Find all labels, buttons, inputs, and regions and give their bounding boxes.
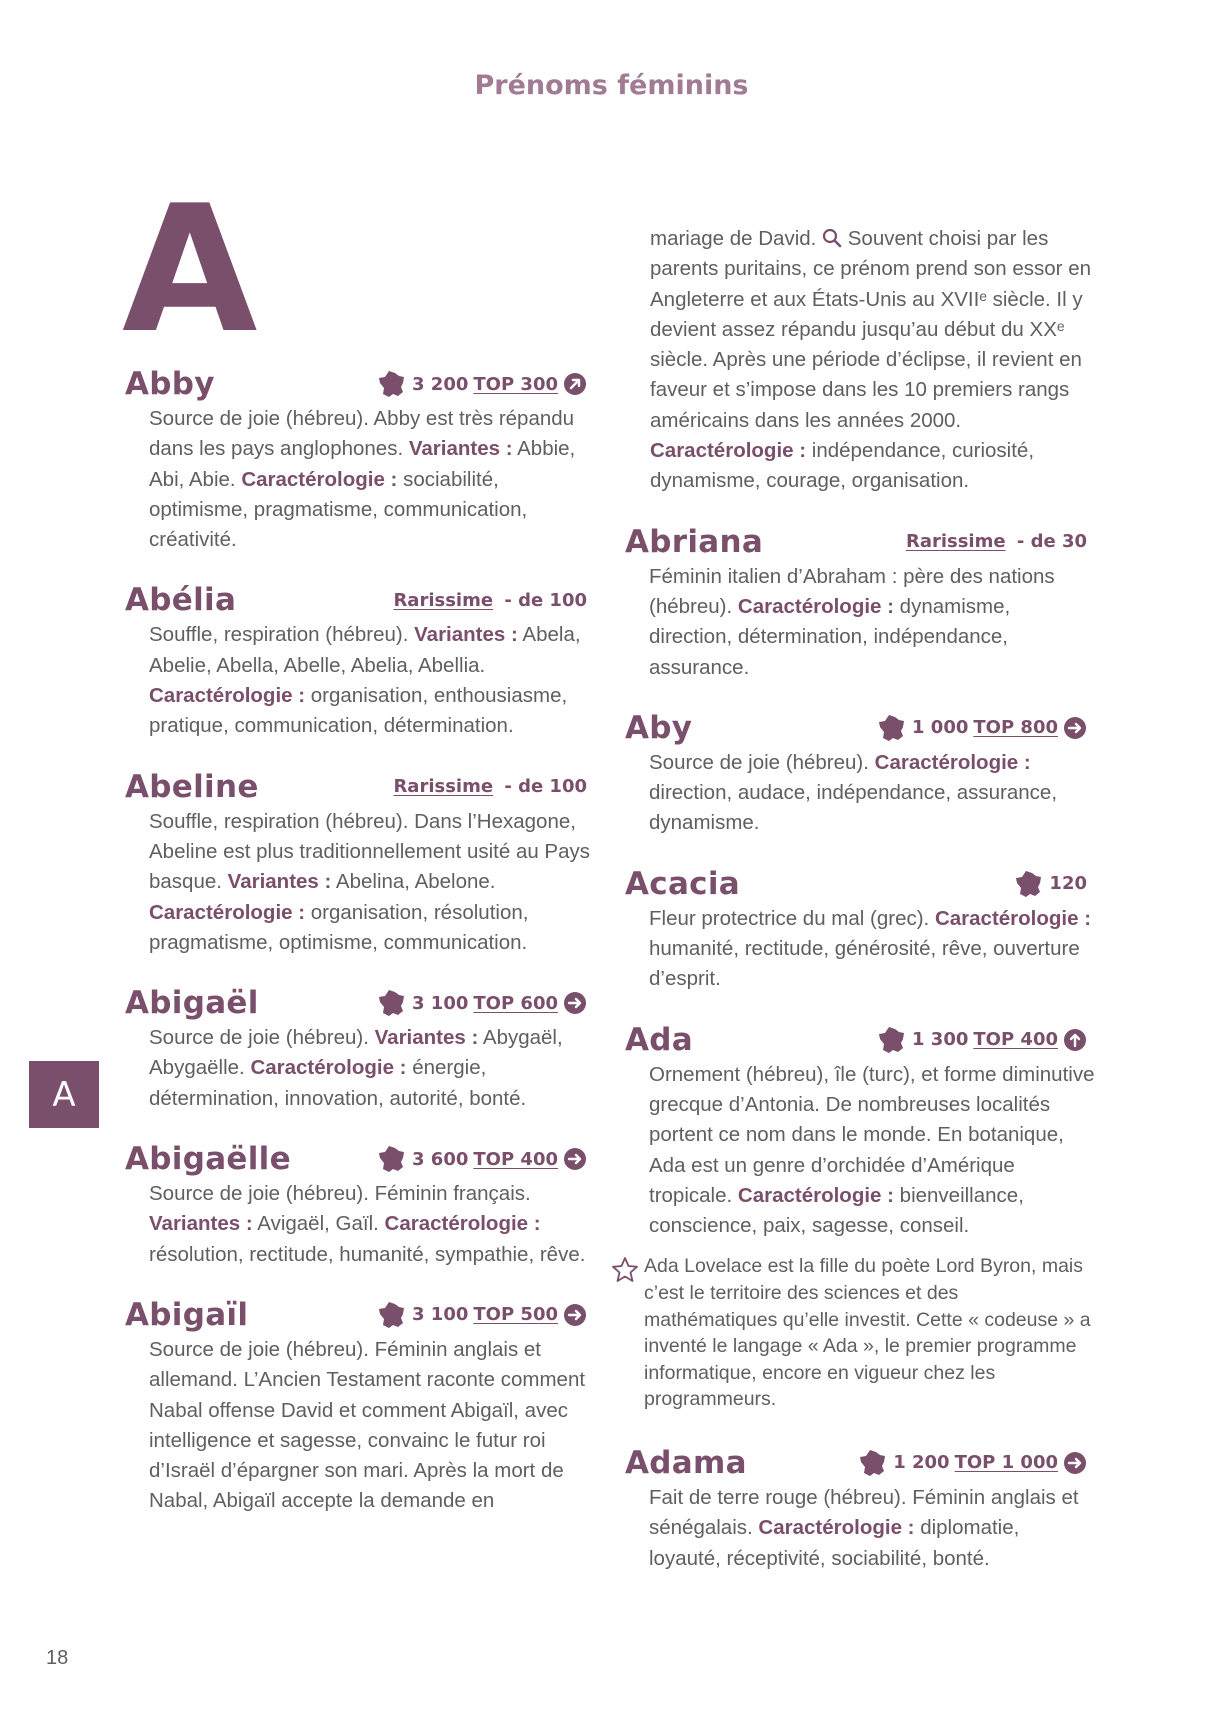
entry-header — [125, 580, 595, 620]
body-text: Fleur protectrice du mal (grec). — [649, 906, 935, 930]
body-text: Ornement (hébreu), île (turc), et forme diminutive grecque d’Antonia. De nombreuses localités portent ce nom dans le monde. En botanique, Ada est un genre d’orchidée d’Amérique tropicale. — [649, 1062, 1095, 1207]
trend-right-arrow-icon — [563, 1303, 587, 1327]
rarity-count: - de 100 — [498, 589, 587, 611]
entry-header — [125, 364, 595, 404]
name-entry — [625, 708, 1095, 839]
entry-stats — [377, 1300, 595, 1330]
birth-count: 3 600 — [412, 1148, 469, 1170]
name-entry — [125, 1295, 595, 1517]
left-column — [125, 364, 595, 1542]
keyword-label: Caractérologie : — [149, 900, 306, 924]
birth-count: 1 300 — [912, 1029, 969, 1051]
birth-count: 3 200 — [412, 373, 469, 395]
body-text: indépendance, curiosité, dynamisme, courage, organisation. — [650, 439, 1035, 493]
body-text: Fait de terre rouge (hébreu). Féminin anglais et sénégalais. — [649, 1485, 1079, 1540]
entry-description — [125, 1023, 595, 1114]
ranking-label: TOP 400 — [473, 1148, 558, 1170]
entry-stats — [377, 369, 595, 399]
ranking-label: TOP 600 — [473, 992, 558, 1014]
entry-name: Abigaël — [125, 985, 259, 1022]
entry-description — [625, 1060, 1095, 1242]
keyword-label: Variantes : — [227, 870, 332, 894]
body-text: sociabilité, optimisme, pragmatisme, communication, créativité. — [149, 467, 528, 552]
body-text: Source de joie (hébreu). Abby est très répandu dans les pays anglophones. — [149, 407, 575, 461]
france-map-icon — [377, 369, 407, 399]
entry-name: Abigaëlle — [125, 1141, 291, 1178]
entry-stats — [1014, 869, 1095, 899]
name-entry — [125, 1139, 595, 1270]
body-text: diplomatie, loyauté, réceptivité, sociabilité, bonté. — [649, 1516, 1020, 1570]
body-text: Source de joie (hébreu). Féminin français. — [149, 1182, 531, 1206]
rarity-label: Rarissime — [393, 589, 494, 611]
entry-stats — [906, 531, 1095, 552]
entry-description — [125, 1335, 595, 1517]
entry-header — [625, 522, 1095, 562]
birth-count: 1 000 — [912, 717, 969, 739]
trend-right-arrow-icon — [1063, 1451, 1087, 1475]
name-entry — [625, 522, 1095, 683]
ranking-label: TOP 800 — [973, 717, 1058, 739]
entry-description — [125, 1179, 595, 1270]
ranking-label: TOP 500 — [473, 1304, 558, 1326]
body-text: Source de joie (hébreu). — [149, 1026, 375, 1050]
entry-header — [125, 767, 595, 807]
entry-name: Abby — [125, 366, 215, 402]
entry-description — [125, 807, 595, 958]
entry-name: Aby — [625, 709, 693, 746]
entry-stats — [858, 1448, 1095, 1478]
trend-right-arrow-icon — [563, 1147, 587, 1171]
entry-description — [625, 562, 1095, 683]
body-text: dynamisme, direction, détermination, indépendance, assurance. — [649, 594, 1011, 679]
keyword-label: Caractérologie : — [149, 684, 306, 708]
page-number: 18 — [46, 1647, 69, 1669]
entry-header — [625, 864, 1095, 904]
trend-up-arrow-icon — [1063, 1028, 1087, 1052]
keyword-label: Caractérologie : — [250, 1056, 407, 1080]
france-map-icon — [877, 713, 907, 743]
entry-name: Abigaïl — [125, 1296, 249, 1333]
keyword-label: Variantes : — [414, 623, 518, 647]
france-map-icon — [1014, 869, 1044, 899]
body-text: Abbie, Abi, Abie. — [149, 437, 576, 491]
name-entry — [125, 364, 595, 555]
continued-text — [625, 224, 1095, 497]
entry-stats — [877, 713, 1095, 743]
body-text: Abela, Abelie, Abella, Abelle, Abelia, Abellia. — [149, 623, 581, 677]
trend-right-arrow-icon — [1063, 716, 1087, 740]
rarity-label: Rarissime — [393, 776, 494, 798]
ranking-label: TOP 300 — [473, 373, 558, 395]
entry-stats — [877, 1025, 1095, 1055]
entry-name: Abélia — [125, 582, 237, 619]
france-map-icon — [858, 1448, 888, 1478]
keyword-label: Variantes : — [374, 1026, 479, 1050]
rarity-label: Rarissime — [905, 531, 1006, 553]
name-entry — [625, 1443, 1095, 1574]
body-text: humanité, rectitude, générosité, rêve, ouverture d’esprit. — [649, 937, 1080, 991]
body-text: Source de joie (hébreu). Féminin anglais et allemand. L’Ancien Testament raconte comment Nabal offense David et comment Abigaïl, avec intelligence et sagesse, convainc le futur roi d’Israël d’épargner son mari. Après la mort de Nabal, Abigaïl accepte la demande en — [149, 1337, 586, 1513]
keyword-label: Caractérologie : — [737, 594, 894, 618]
entry-description — [625, 748, 1095, 839]
entry-description — [625, 1483, 1095, 1574]
birth-count: 3 100 — [412, 1304, 469, 1326]
ranking-label: TOP 1 000 — [954, 1452, 1058, 1474]
entry-stats — [377, 1144, 595, 1174]
keyword-label: Caractérologie : — [934, 906, 1092, 930]
star-icon — [610, 1255, 640, 1285]
body-text: Féminin italien d’Abraham : père des nations (hébreu). — [649, 564, 1055, 618]
entry-stats — [393, 776, 595, 797]
keyword-label: Caractérologie : — [650, 439, 807, 463]
note-text: Ada Lovelace est la fille du poète Lord Byron, mais c’est le territoire des sciences et des mathématiques qu’elle investit. Cette « codeuse » a inventé le langage « Ada », le premier programme informatique, encore en vigueur chez les programmeurs. — [644, 1255, 1091, 1411]
entry-description — [125, 404, 595, 555]
body-text: bienveillance, conscience, paix, sagesse, conseil. — [649, 1183, 1024, 1238]
body-text: organisation, résolution, pragmatisme, optimisme, communication. — [149, 900, 529, 954]
body-text: Source de joie (hébreu). — [649, 750, 875, 774]
keyword-label: Variantes : — [149, 1212, 253, 1236]
trend-right-arrow-icon — [563, 991, 587, 1015]
body-text: Souffle, respiration (hébreu). — [149, 623, 415, 647]
body-text: Abygaël, Abygaëlle. — [149, 1026, 563, 1080]
ranking-label: TOP 400 — [973, 1029, 1058, 1051]
body-text: Avigaël, Gaïl. — [252, 1212, 385, 1236]
entry-description — [125, 620, 595, 741]
france-map-icon — [377, 988, 407, 1018]
keyword-label: Caractérologie : — [384, 1212, 541, 1236]
birth-count: 1 200 — [893, 1452, 950, 1474]
entry-stats — [377, 988, 595, 1018]
entry-header — [625, 1443, 1095, 1483]
entry-header — [125, 983, 595, 1023]
name-entry — [125, 767, 595, 958]
entry-stats — [393, 590, 595, 611]
name-entry — [625, 1020, 1095, 1242]
keyword-label: Caractérologie : — [737, 1183, 894, 1207]
magnifier-icon — [822, 227, 842, 250]
body-text: énergie, détermination, innovation, autorité, bonté. — [149, 1056, 527, 1110]
page-header: Prénoms féminins — [474, 70, 749, 101]
birth-count: 120 — [1049, 873, 1087, 895]
entry-header — [125, 1139, 595, 1179]
name-entry — [125, 983, 595, 1114]
trivia-note — [625, 1253, 1095, 1413]
france-map-icon — [377, 1144, 407, 1174]
keyword-label: Variantes : — [408, 437, 513, 461]
body-text: Abelina, Abelone. — [331, 870, 496, 894]
entry-name: Abeline — [125, 768, 259, 805]
side-tab-letter[interactable]: A — [29, 1061, 99, 1128]
entry-name: Acacia — [625, 865, 741, 902]
entry-name: Ada — [625, 1021, 694, 1058]
entry-name: Adama — [625, 1444, 747, 1481]
entry-description — [625, 904, 1095, 995]
entry-header — [625, 708, 1095, 748]
right-column — [625, 224, 1095, 1599]
body-text: organisation, enthousiasme, pratique, communication, détermination. — [149, 684, 568, 738]
france-map-icon — [377, 1300, 407, 1330]
rarity-count: - de 30 — [1010, 531, 1087, 553]
body-text: mariage de David. — [650, 227, 823, 250]
entry-header — [625, 1020, 1095, 1060]
section-letter: A — [122, 169, 254, 372]
body-text: Souffle, respiration (hébreu). Dans l’Hexagone, Abeline est plus traditionnellement usité au Pays basque. — [149, 809, 591, 894]
body-text: résolution, rectitude, humanité, sympathie, rêve. — [149, 1242, 586, 1266]
body-text: Souvent choisi par les parents puritains, ce prénom prend son essor en Angleterre et aux États-Unis au XVIIᵉ siècle. Il y devient assez répandu jusqu’au début du XXᵉ siècle. Après une période d’éclipse, il revient en faveur et s’impose dans les 10 premiers rangs américains dans les années 2000. — [650, 227, 1092, 432]
keyword-label: Caractérologie : — [241, 467, 398, 491]
keyword-label: Caractérologie : — [874, 750, 1031, 774]
rarity-count: - de 100 — [498, 776, 587, 798]
keyword-label: Caractérologie : — [758, 1516, 915, 1540]
name-entry — [625, 864, 1095, 995]
body-text: direction, audace, indépendance, assurance, dynamisme. — [649, 781, 1058, 835]
entry-header — [125, 1295, 595, 1335]
birth-count: 3 100 — [412, 992, 469, 1014]
entry-name: Abriana — [625, 523, 764, 560]
france-map-icon — [877, 1025, 907, 1055]
name-entry — [125, 580, 595, 741]
trend-up-right-arrow-icon — [563, 372, 587, 396]
